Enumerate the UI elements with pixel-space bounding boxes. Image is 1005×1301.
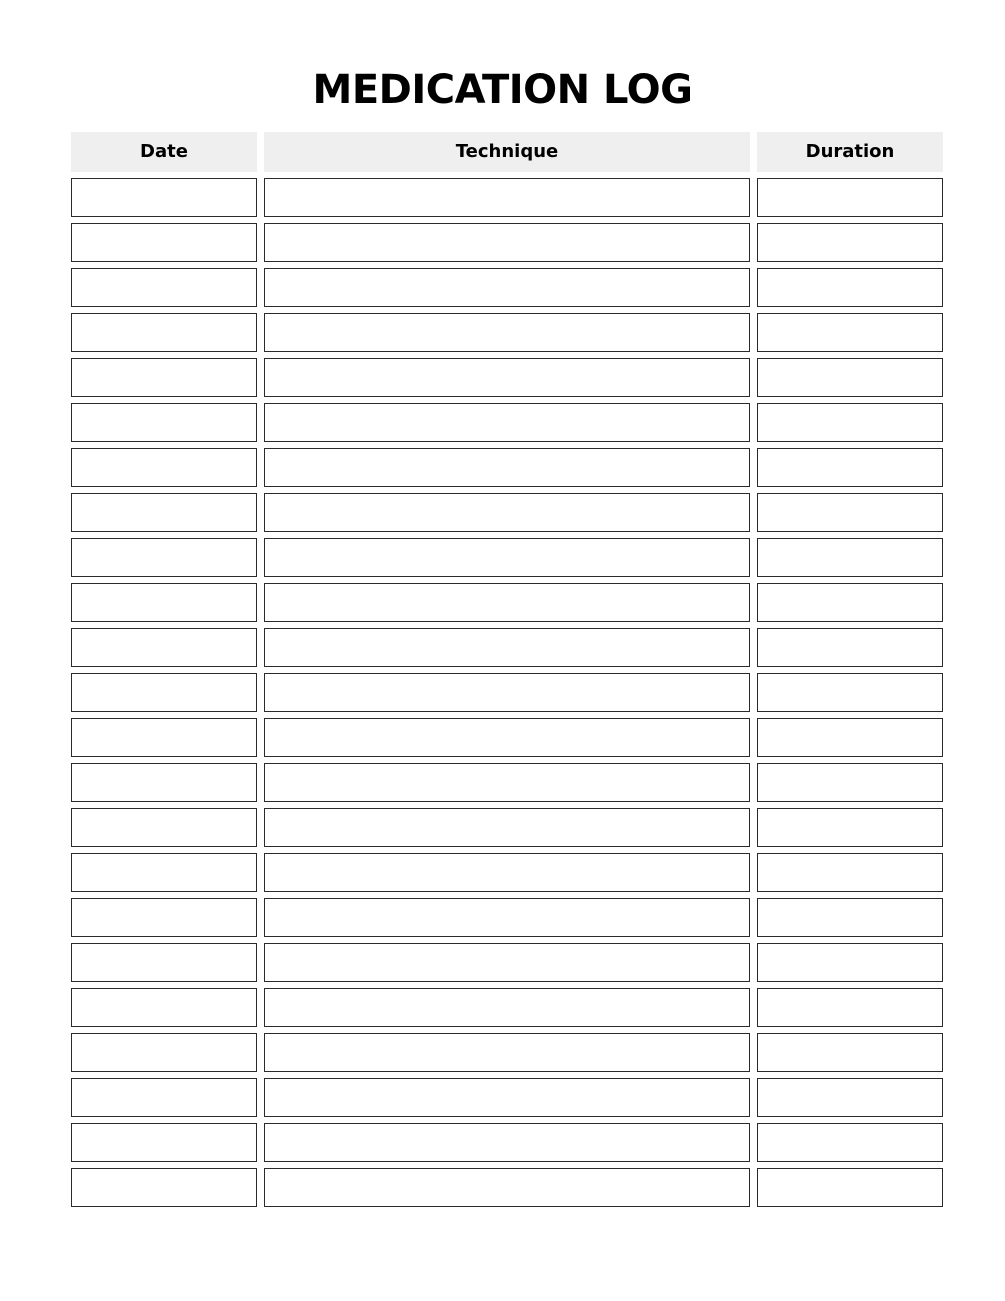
duration-cell[interactable] bbox=[757, 718, 943, 757]
duration-cell[interactable] bbox=[757, 448, 943, 487]
date-cell[interactable] bbox=[71, 448, 257, 487]
table-header-row bbox=[71, 132, 943, 172]
duration-cell[interactable] bbox=[757, 763, 943, 802]
duration-cell[interactable] bbox=[757, 1123, 943, 1162]
table-row bbox=[71, 583, 943, 622]
duration-cell[interactable] bbox=[757, 268, 943, 307]
table-row bbox=[71, 223, 943, 262]
date-cell[interactable] bbox=[71, 223, 257, 262]
table-row bbox=[71, 1078, 943, 1117]
technique-cell[interactable] bbox=[264, 493, 750, 532]
table-row bbox=[71, 1033, 943, 1072]
duration-cell[interactable] bbox=[757, 538, 943, 577]
date-cell[interactable] bbox=[71, 1078, 257, 1117]
date-cell[interactable] bbox=[71, 1168, 257, 1207]
technique-cell[interactable] bbox=[264, 898, 750, 937]
date-cell[interactable] bbox=[71, 853, 257, 892]
date-cell[interactable] bbox=[71, 178, 257, 217]
date-cell[interactable] bbox=[71, 1123, 257, 1162]
table-row bbox=[71, 988, 943, 1027]
technique-cell[interactable] bbox=[264, 628, 750, 667]
date-cell[interactable] bbox=[71, 943, 257, 982]
technique-cell[interactable] bbox=[264, 403, 750, 442]
technique-cell[interactable] bbox=[264, 988, 750, 1027]
header-date: Date bbox=[71, 132, 257, 172]
table-row bbox=[71, 178, 943, 217]
technique-cell[interactable] bbox=[264, 268, 750, 307]
duration-cell[interactable] bbox=[757, 178, 943, 217]
header-duration: Duration bbox=[757, 132, 943, 172]
date-cell[interactable] bbox=[71, 988, 257, 1027]
technique-cell[interactable] bbox=[264, 448, 750, 487]
table-row bbox=[71, 358, 943, 397]
date-cell[interactable] bbox=[71, 268, 257, 307]
table-body bbox=[71, 178, 943, 1213]
technique-cell[interactable] bbox=[264, 1033, 750, 1072]
duration-cell[interactable] bbox=[757, 808, 943, 847]
technique-cell[interactable] bbox=[264, 808, 750, 847]
date-cell[interactable] bbox=[71, 898, 257, 937]
duration-cell[interactable] bbox=[757, 943, 943, 982]
duration-cell[interactable] bbox=[757, 988, 943, 1027]
duration-cell[interactable] bbox=[757, 493, 943, 532]
table-row bbox=[71, 448, 943, 487]
technique-cell[interactable] bbox=[264, 313, 750, 352]
date-cell[interactable] bbox=[71, 313, 257, 352]
medication-log-table bbox=[71, 132, 943, 172]
technique-cell[interactable] bbox=[264, 1168, 750, 1207]
date-cell[interactable] bbox=[71, 358, 257, 397]
technique-cell[interactable] bbox=[264, 853, 750, 892]
duration-cell[interactable] bbox=[757, 853, 943, 892]
table-row bbox=[71, 898, 943, 937]
technique-cell[interactable] bbox=[264, 358, 750, 397]
table-row bbox=[71, 808, 943, 847]
header-technique: Technique bbox=[264, 132, 750, 172]
date-cell[interactable] bbox=[71, 763, 257, 802]
table-row bbox=[71, 1123, 943, 1162]
table-row bbox=[71, 538, 943, 577]
table-row bbox=[71, 718, 943, 757]
date-cell[interactable] bbox=[71, 538, 257, 577]
technique-cell[interactable] bbox=[264, 763, 750, 802]
technique-cell[interactable] bbox=[264, 718, 750, 757]
duration-cell[interactable] bbox=[757, 358, 943, 397]
duration-cell[interactable] bbox=[757, 898, 943, 937]
technique-cell[interactable] bbox=[264, 223, 750, 262]
table-row bbox=[71, 403, 943, 442]
date-cell[interactable] bbox=[71, 673, 257, 712]
table-row bbox=[71, 763, 943, 802]
duration-cell[interactable] bbox=[757, 223, 943, 262]
table-row bbox=[71, 493, 943, 532]
date-cell[interactable] bbox=[71, 628, 257, 667]
duration-cell[interactable] bbox=[757, 1168, 943, 1207]
duration-cell[interactable] bbox=[757, 1033, 943, 1072]
date-cell[interactable] bbox=[71, 808, 257, 847]
date-cell[interactable] bbox=[71, 403, 257, 442]
technique-cell[interactable] bbox=[264, 538, 750, 577]
table-row bbox=[71, 673, 943, 712]
table-row bbox=[71, 853, 943, 892]
technique-cell[interactable] bbox=[264, 178, 750, 217]
duration-cell[interactable] bbox=[757, 313, 943, 352]
technique-cell[interactable] bbox=[264, 673, 750, 712]
date-cell[interactable] bbox=[71, 1033, 257, 1072]
technique-cell[interactable] bbox=[264, 1123, 750, 1162]
duration-cell[interactable] bbox=[757, 403, 943, 442]
duration-cell[interactable] bbox=[757, 1078, 943, 1117]
technique-cell[interactable] bbox=[264, 583, 750, 622]
table-row bbox=[71, 943, 943, 982]
date-cell[interactable] bbox=[71, 718, 257, 757]
technique-cell[interactable] bbox=[264, 943, 750, 982]
technique-cell[interactable] bbox=[264, 1078, 750, 1117]
table-row bbox=[71, 268, 943, 307]
duration-cell[interactable] bbox=[757, 628, 943, 667]
table-row bbox=[71, 628, 943, 667]
page-title: MEDICATION LOG bbox=[312, 67, 693, 113]
duration-cell[interactable] bbox=[757, 583, 943, 622]
date-cell[interactable] bbox=[71, 493, 257, 532]
table-row bbox=[71, 313, 943, 352]
date-cell[interactable] bbox=[71, 583, 257, 622]
table-row bbox=[71, 1168, 943, 1207]
duration-cell[interactable] bbox=[757, 673, 943, 712]
